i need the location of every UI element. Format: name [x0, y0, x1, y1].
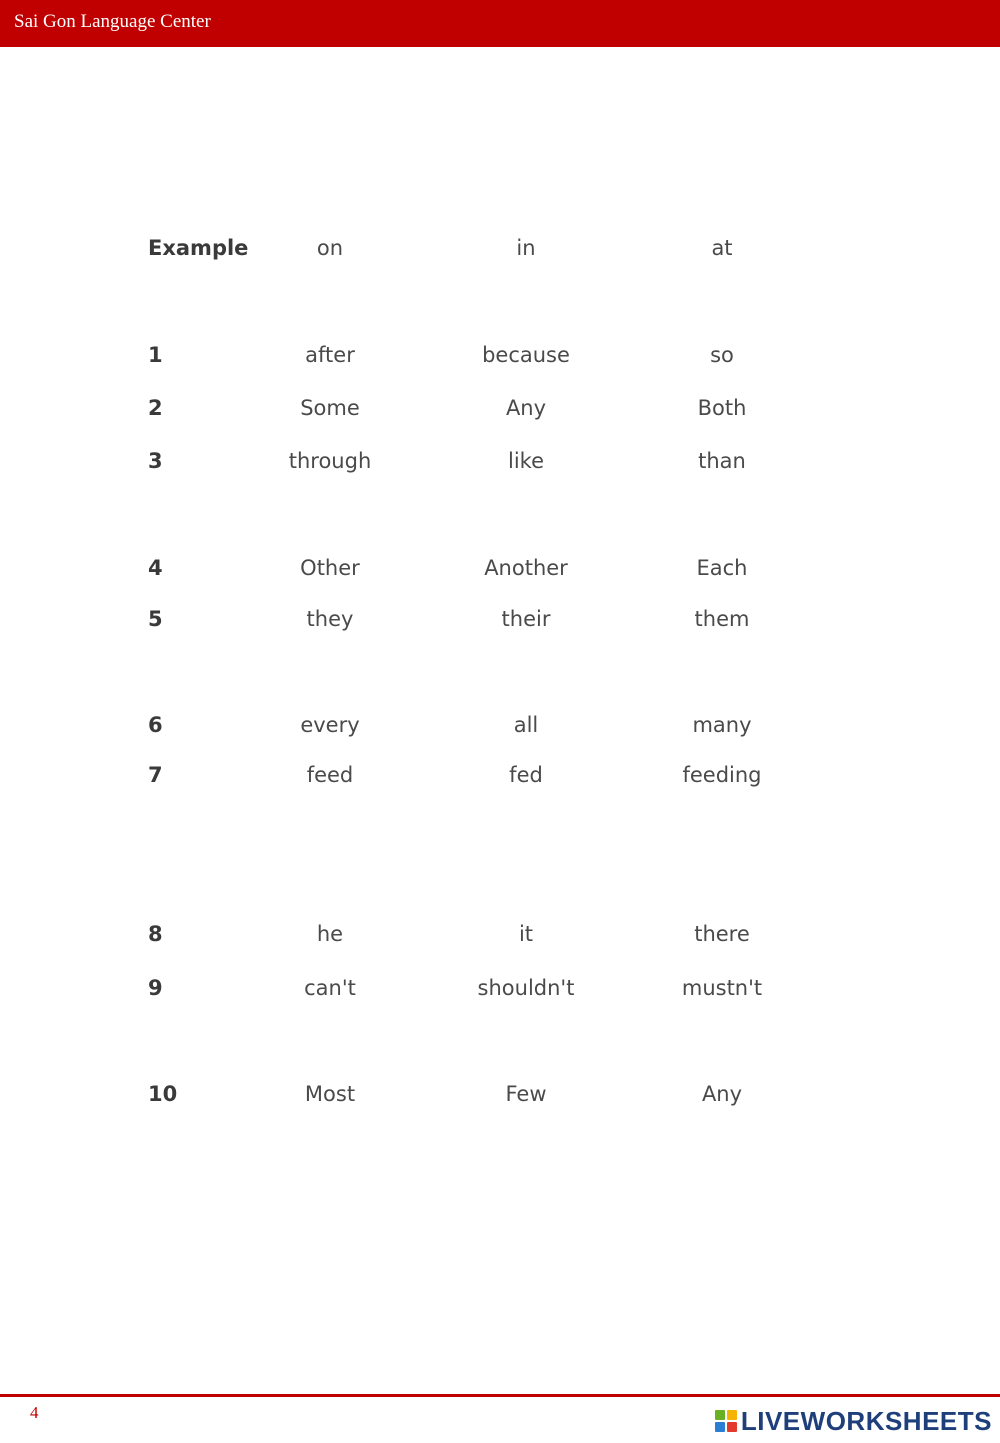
logo-block — [727, 1422, 737, 1432]
option-b: their — [501, 607, 551, 631]
logo-block — [715, 1410, 725, 1420]
option-c: many — [692, 713, 752, 737]
option-c: them — [694, 607, 750, 631]
option-a: through — [288, 449, 372, 473]
question-number: 10 — [148, 1082, 178, 1106]
table-row — [0, 763, 1000, 803]
question-number: 5 — [148, 607, 163, 631]
logo-block — [727, 1410, 737, 1420]
option-a: can't — [304, 976, 356, 1000]
table-row — [0, 976, 1000, 1016]
table-row — [0, 343, 1000, 383]
option-c: feeding — [682, 763, 762, 787]
option-c: Any — [701, 1082, 743, 1106]
table-row — [0, 607, 1000, 647]
table-row — [0, 556, 1000, 596]
option-c: Both — [697, 396, 747, 420]
example-label: Example — [148, 236, 249, 260]
question-number: 8 — [148, 922, 163, 946]
question-number: 6 — [148, 713, 163, 737]
option-c: mustn't — [681, 976, 763, 1000]
option-b: shouldn't — [477, 976, 575, 1000]
option-a: on — [316, 236, 344, 260]
option-b: it — [518, 922, 534, 946]
option-a: after — [305, 343, 355, 367]
table-row — [0, 236, 1000, 276]
question-number: 2 — [148, 396, 163, 420]
table-row — [0, 713, 1000, 753]
option-a: he — [316, 922, 344, 946]
question-number: 9 — [148, 976, 163, 1000]
page-number: 4 — [30, 1403, 39, 1422]
option-b: Another — [484, 556, 568, 580]
option-a: Most — [304, 1082, 356, 1106]
liveworksheets-logo — [715, 1406, 992, 1436]
brand-name: LIVEWORKSHEETS — [740, 1405, 992, 1436]
option-b: Any — [505, 396, 547, 420]
option-c: than — [698, 449, 746, 473]
option-a: Some — [300, 396, 360, 420]
question-number: 3 — [148, 449, 163, 473]
question-number: 1 — [148, 343, 163, 367]
option-a: feed — [306, 763, 354, 787]
header-title: Sai Gon Language Center — [14, 11, 211, 32]
option-c: there — [694, 922, 750, 946]
option-c: at — [711, 236, 733, 260]
option-b: in — [516, 236, 536, 260]
option-b: Few — [505, 1082, 547, 1106]
option-a: they — [306, 607, 354, 631]
option-b: because — [482, 343, 570, 367]
table-row — [0, 449, 1000, 489]
option-b: fed — [509, 763, 543, 787]
logo-block — [715, 1422, 725, 1432]
logo-blocks-icon — [715, 1410, 737, 1432]
question-number: 7 — [148, 763, 163, 787]
question-number: 4 — [148, 556, 163, 580]
option-a: every — [300, 713, 360, 737]
option-a: Other — [300, 556, 360, 580]
option-c: Each — [696, 556, 748, 580]
option-c: so — [710, 343, 734, 367]
footer-divider — [0, 1394, 1000, 1397]
option-b: like — [507, 449, 544, 473]
table-row — [0, 1082, 1000, 1122]
header-bar — [0, 0, 1000, 47]
table-row — [0, 396, 1000, 436]
table-row — [0, 922, 1000, 962]
option-b: all — [513, 713, 539, 737]
